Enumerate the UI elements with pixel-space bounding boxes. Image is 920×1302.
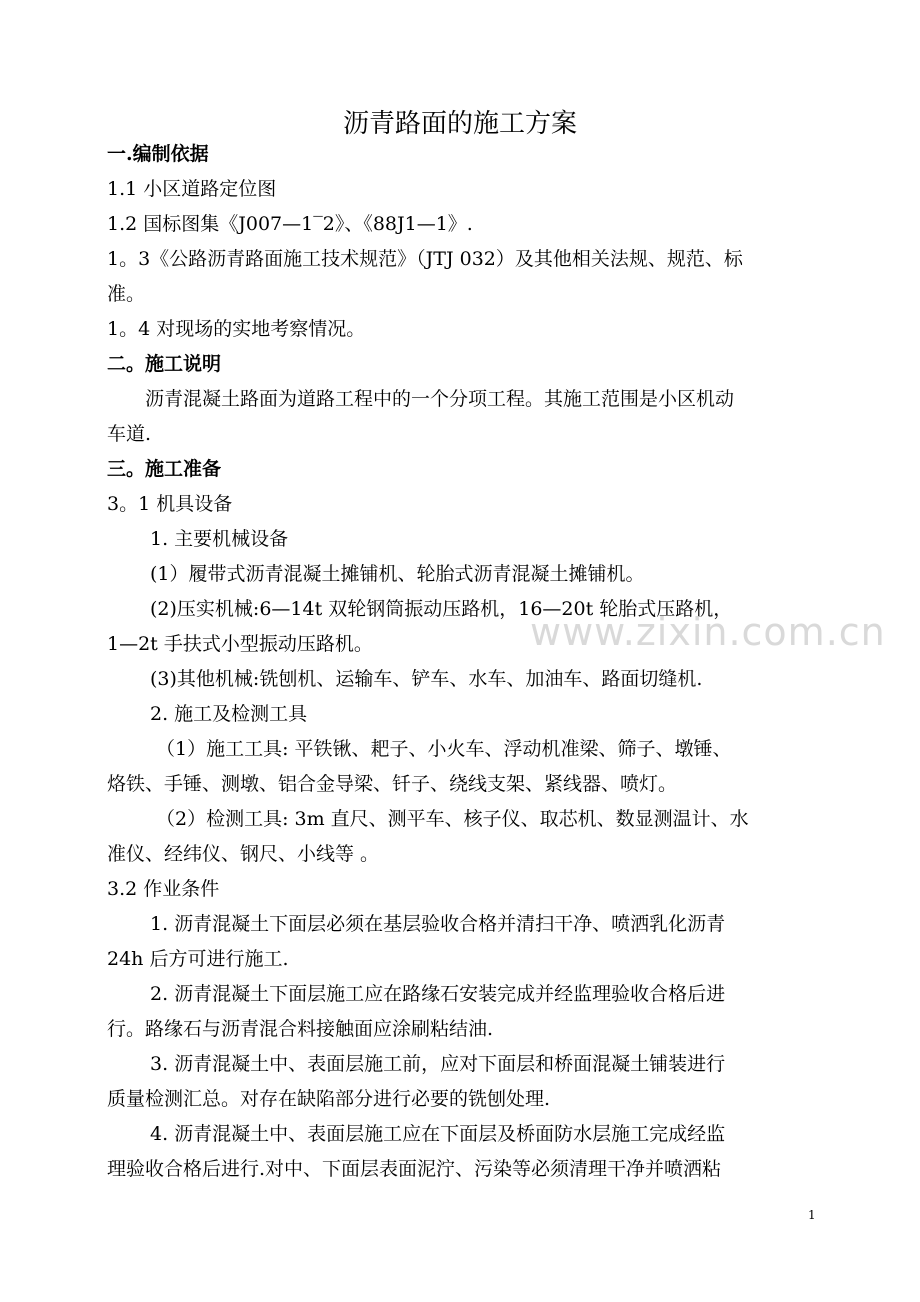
text-line: 3.2 作业条件: [107, 878, 220, 900]
text-line: 烙铁、手锤、测墩、铝合金导梁、钎子、绕线支架、紧线器、喷灯。: [107, 773, 678, 795]
text-line: （2）检测工具: 3m 直尺、测平车、核子仪、取芯机、数显测温计、水: [156, 808, 749, 830]
text-line: 1. 沥青混凝土下面层必须在基层验收合格并清扫干净、喷洒乳化沥青: [150, 913, 726, 935]
text-line: 沥青混凝土路面为道路工程中的一个分项工程。其施工范围是小区机动: [145, 388, 735, 410]
text-line: 1—2t 手扶式小型振动压路机。: [107, 633, 373, 655]
text-line: 3。1 机具设备: [107, 493, 233, 515]
text-line: 1。4 对现场的实地考察情况。: [107, 318, 366, 340]
text-line: (1）履带式沥青混凝土摊铺机、轮胎式沥青混凝土摊铺机。: [150, 563, 645, 585]
text-line: 1。3《公路沥青路面施工技术规范》（JTJ 032）及其他相关法规、规范、标: [107, 248, 743, 270]
text-line: 准。: [107, 283, 146, 305]
text-line: (2)压实机械:6—14t 双轮钢筒振动压路机，16—20t 轮胎式压路机，: [150, 598, 733, 620]
text-line: 车道.: [107, 423, 152, 445]
text-line: 2. 沥青混凝土下面层施工应在路缘石安装完成并经监理验收合格后进: [150, 983, 726, 1005]
text-line: 准仪、经纬仪、钢尺、小线等 。: [107, 843, 380, 865]
text-line: 4. 沥青混凝土中、表面层施工应在下面层及桥面防水层施工完成经监: [150, 1123, 726, 1145]
text-line: (3)其他机械:铣刨机、运输车、铲车、水车、加油车、路面切缝机.: [150, 668, 703, 690]
text-line: 行。路缘石与沥青混合料接触面应涂刷粘结油.: [107, 1018, 494, 1040]
text-line: 24h 后方可进行施工.: [107, 948, 289, 970]
watermark-text: www.zixin.com.cn: [530, 610, 886, 654]
text-line: 1. 主要机械设备: [150, 528, 289, 550]
text-line: 1.1 小区道路定位图: [107, 178, 277, 200]
page-number: 1: [808, 1208, 816, 1222]
text-line: 3. 沥青混凝土中、表面层施工前，应对下面层和桥面混凝土铺装进行: [150, 1053, 726, 1075]
section-heading-1: 一.编制依据: [107, 143, 209, 165]
text-line: （1）施工工具: 平铁锹、耙子、小火车、浮动机准梁、筛子、墩锤、: [156, 738, 732, 760]
section-heading-3: 三。施工准备: [107, 458, 222, 480]
document-title: 沥青路面的施工方案: [342, 109, 577, 139]
text-line: 2. 施工及检测工具: [150, 703, 308, 725]
text-line: 理验收合格后进行.对中、下面层表面泥泞、污染等必须清理干净并喷洒粘: [107, 1158, 722, 1180]
text-line: 质量检测汇总。对存在缺陷部分进行必要的铣刨处理.: [107, 1088, 551, 1110]
section-heading-2: 二。施工说明: [107, 353, 222, 375]
text-line: 1.2 国标图集《J007—1‾2》、《88J1—1》.: [107, 213, 473, 235]
